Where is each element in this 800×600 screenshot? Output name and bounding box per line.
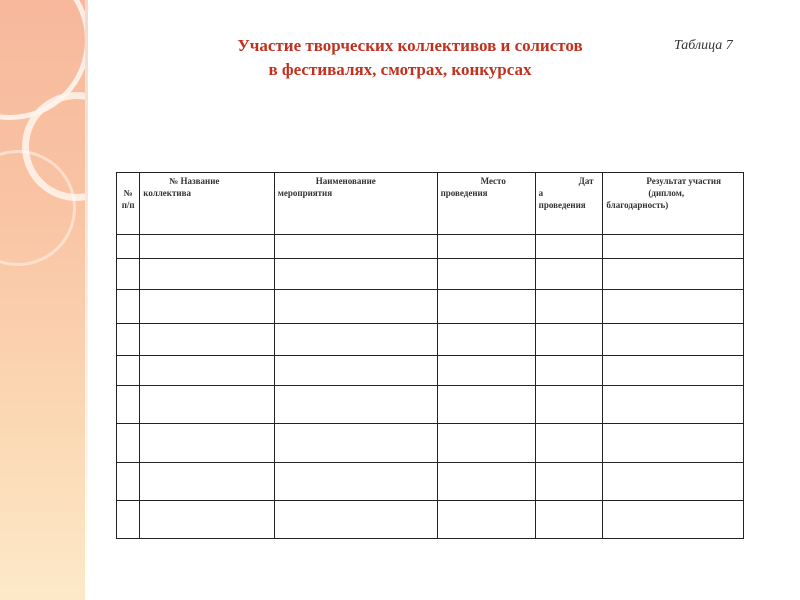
header-text: а	[538, 188, 544, 198]
table-cell	[603, 235, 744, 259]
table-cell	[535, 323, 603, 355]
header-text: п/п	[121, 200, 135, 210]
header-text: №	[123, 188, 133, 198]
table-cell	[603, 462, 744, 500]
table-cell	[437, 424, 535, 462]
table-cell	[140, 386, 275, 424]
table-row	[117, 462, 744, 500]
table-cell	[274, 259, 437, 289]
table-cell	[274, 462, 437, 500]
decorative-side-band	[0, 0, 88, 600]
header-cell-number	[117, 173, 140, 235]
header-text: благодарность)	[606, 200, 669, 210]
table-cell	[140, 323, 275, 355]
table-cell	[437, 259, 535, 289]
title-line-2: в фестивалях, смотрах, конкурсах	[268, 60, 532, 79]
table-cell	[603, 386, 744, 424]
table-cell	[274, 289, 437, 323]
table-cell	[535, 386, 603, 424]
table-cell	[117, 259, 140, 289]
table-cell	[140, 424, 275, 462]
table-cell	[140, 235, 275, 259]
header-text: (диплом,	[648, 188, 685, 198]
table-cell	[437, 355, 535, 385]
table-cell	[274, 235, 437, 259]
table-cell	[117, 500, 140, 538]
table-cell	[140, 462, 275, 500]
table-cell	[274, 355, 437, 385]
participation-table	[116, 172, 744, 539]
table-cell	[117, 462, 140, 500]
table-cell	[437, 500, 535, 538]
header-cell-result	[603, 173, 744, 235]
header-cell-place	[437, 173, 535, 235]
header-text: Место	[480, 176, 506, 186]
table-cell	[603, 323, 744, 355]
slide-title	[140, 34, 680, 82]
table-row	[117, 289, 744, 323]
table-cell	[140, 500, 275, 538]
table-cell	[274, 386, 437, 424]
header-text: проведения	[538, 200, 586, 210]
table-cell	[535, 289, 603, 323]
table-row	[117, 323, 744, 355]
table-cell	[437, 386, 535, 424]
table-cell	[140, 259, 275, 289]
table-row	[117, 235, 744, 259]
table-cell	[437, 235, 535, 259]
table-cell	[603, 289, 744, 323]
header-text: Дат	[578, 176, 594, 186]
table-cell	[535, 355, 603, 385]
header-text: мероприятия	[277, 188, 333, 198]
table-cell	[117, 386, 140, 424]
title-line-1: Участие творческих коллективов и солистов	[237, 36, 583, 55]
table-cell	[437, 323, 535, 355]
table-cell	[274, 424, 437, 462]
table-cell	[535, 500, 603, 538]
table-row	[117, 386, 744, 424]
header-cell-date	[535, 173, 603, 235]
table-cell	[274, 323, 437, 355]
header-text: проведения	[440, 188, 488, 198]
table-header-row	[117, 173, 744, 235]
header-text: Наименование	[315, 176, 376, 186]
table-cell	[117, 355, 140, 385]
table-cell	[437, 462, 535, 500]
table-cell	[603, 355, 744, 385]
table-cell	[535, 462, 603, 500]
table-cell	[117, 235, 140, 259]
table-cell	[274, 500, 437, 538]
table-row	[117, 355, 744, 385]
header-text: коллектива	[143, 188, 191, 198]
table-cell	[535, 424, 603, 462]
table-row	[117, 259, 744, 289]
table-cell	[603, 424, 744, 462]
table-cell	[535, 259, 603, 289]
table-cell	[117, 289, 140, 323]
table-cell	[117, 424, 140, 462]
header-text: Результат участия	[646, 176, 721, 186]
header-cell-name	[140, 173, 275, 235]
table-cell	[535, 235, 603, 259]
table-cell	[140, 355, 275, 385]
table-cell	[603, 259, 744, 289]
table-cell	[603, 500, 744, 538]
table-row	[117, 500, 744, 538]
table-cell	[140, 289, 275, 323]
table-cell	[437, 289, 535, 323]
header-cell-event	[274, 173, 437, 235]
table-number-label: Таблица 7	[674, 38, 733, 53]
table-row	[117, 424, 744, 462]
header-text: № Название	[169, 176, 220, 186]
table-cell	[117, 323, 140, 355]
